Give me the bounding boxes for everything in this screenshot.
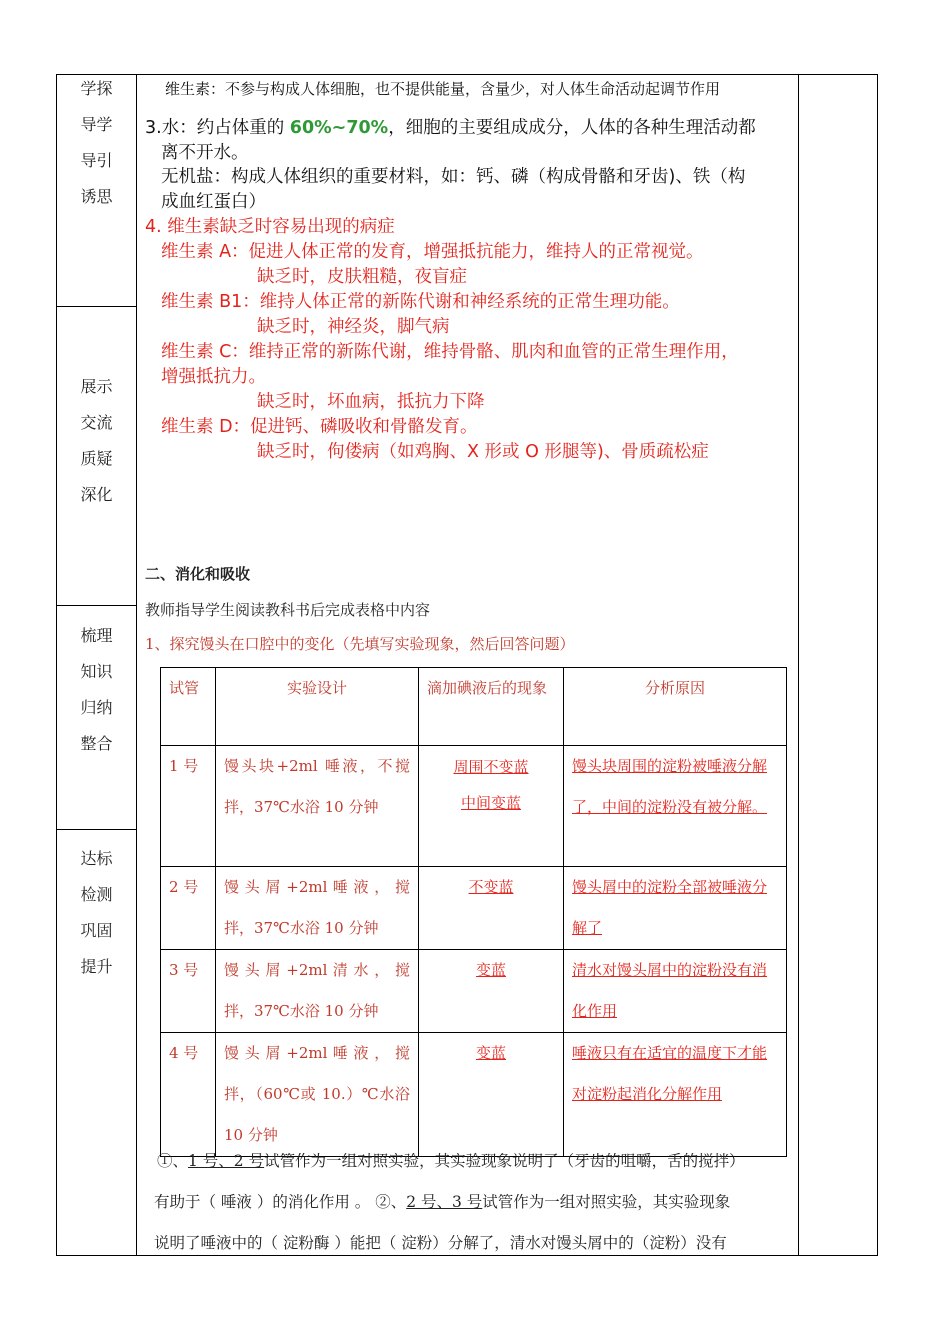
result-cell — [419, 1033, 564, 1157]
vitamin-b1-deficiency: 缺乏时，神经炎，脚气病 — [257, 317, 450, 337]
section-intro: 教师指导学生阅读教科书后完成表格中内容 — [145, 601, 431, 619]
sidebar-block-test — [57, 841, 136, 985]
vitamin-definition: 维生素：不参与构成人体细胞，也不提供能量，含量少，对人体生命活动起调节作用 — [165, 80, 721, 98]
reason-cell — [564, 950, 787, 1033]
table-row — [161, 746, 787, 867]
result-text: 中间变蓝 — [460, 794, 521, 812]
result-cell — [419, 867, 564, 950]
answer-line-3: 说明了唾液中的（ 淀粉酶 ）能把（ 淀粉）分解了，清水对馒头屑中的（淀粉）没有 — [154, 1234, 727, 1252]
table-row — [161, 950, 787, 1033]
sidebar-label: 梳理 — [80, 626, 113, 645]
answer-line-1 — [157, 1141, 745, 1182]
sidebar-label: 巩固 — [80, 921, 113, 940]
sidebar-separator — [57, 829, 136, 830]
answer-underlined: 1 号、2 号 — [188, 1152, 265, 1170]
vitamin-d-deficiency: 缺乏时，佝偻病（如鸡胸、X 形或 O 形腿等)、骨质疏松症 — [257, 442, 709, 462]
table-row — [161, 867, 787, 950]
sidebar-label: 整合 — [80, 734, 113, 753]
sidebar-label: 交流 — [80, 413, 113, 432]
water-line2: 离不开水。 — [161, 143, 249, 163]
reason-cell — [564, 867, 787, 950]
table-header-row — [161, 668, 787, 746]
reason-text: 馒头屑中的淀粉全部被唾液分解了 — [572, 878, 768, 937]
sidebar-label: 诱思 — [80, 187, 113, 206]
design-cell: 馒 头 屑 +2ml 唾 液 ， 搅拌，37℃水浴 10 分钟 — [216, 867, 419, 950]
reason-text: 唾液只有在适宜的温度下才能对淀粉起消化分解作用 — [572, 1044, 768, 1103]
answer-line-2 — [154, 1182, 730, 1223]
salt-line2: 成血红蛋白） — [161, 192, 266, 212]
sidebar-divider — [136, 75, 137, 1255]
design-cell: 馒头块+2ml 唾液，不搅拌，37℃水浴 10 分钟 — [216, 746, 419, 867]
design-cell: 馒 头 屑 +2ml 唾 液 ， 搅拌，（60℃或 10.）℃水浴 10 分钟 — [216, 1033, 419, 1157]
section-title: 二、消化和吸收 — [145, 565, 251, 583]
answer-text: 有助于（ 唾液 ）的消化作用 。 ②、 — [154, 1193, 407, 1211]
result-text: 不变蓝 — [468, 878, 514, 896]
answer-text: ①、 — [157, 1152, 189, 1170]
tube-cell: 1 号 — [161, 746, 216, 867]
table-row — [161, 1033, 787, 1157]
water-prefix: 3.水：约占体重的 — [145, 118, 290, 138]
sidebar-label: 导引 — [80, 151, 113, 170]
sidebar-label: 提升 — [80, 957, 113, 976]
vitamin-c-deficiency: 缺乏时，坏血病，抵抗力下降 — [257, 392, 485, 412]
deficiency-heading: 4. 维生素缺乏时容易出现的病症 — [145, 217, 395, 237]
answer-underlined: 2 号、3 号 — [406, 1193, 483, 1211]
water-percentage: 60%~70% — [289, 118, 389, 138]
sidebar-label: 深化 — [80, 485, 113, 504]
vitamin-a-function: 维生素 A：促进人体正常的发育，增强抵抗能力，维持人的正常视觉。 — [161, 242, 704, 262]
tube-cell: 3 号 — [161, 950, 216, 1033]
result-cell — [419, 950, 564, 1033]
salt-line1: 无机盐：构成人体组织的重要材料，如：钙、磷（构成骨骼和牙齿)、铁（构 — [161, 167, 746, 187]
result-text: 变蓝 — [475, 1044, 506, 1062]
result-cell — [419, 746, 564, 867]
answer-text: 试管作为一组对照实验，其实验现象 — [482, 1193, 731, 1211]
tube-cell: 4 号 — [161, 1033, 216, 1157]
result-text: 变蓝 — [475, 961, 506, 979]
header-result: 滴加碘液后的现象 — [419, 668, 564, 746]
reason-cell — [564, 1033, 787, 1157]
right-margin-divider — [798, 75, 799, 1255]
vitamin-d-function: 维生素 D：促进钙、磷吸收和骨骼发育。 — [161, 417, 478, 437]
vitamin-c-function: 维生素 C：维持正常的新陈代谢，维持骨骼、肌肉和血管的正常生理作用， — [161, 342, 739, 362]
sidebar-label: 检测 — [80, 885, 113, 904]
sidebar-label: 归纳 — [80, 698, 113, 717]
sidebar-label: 质疑 — [80, 449, 113, 468]
reason-text: 清水对馒头屑中的淀粉没有消化作用 — [572, 961, 768, 1020]
reason-cell — [564, 746, 787, 867]
sidebar-label: 导学 — [80, 115, 113, 134]
water-suffix: ，细胞的主要组成成分，人体的各种生理活动都 — [388, 118, 756, 138]
sidebar-label: 展示 — [80, 377, 113, 396]
sidebar-block-study — [57, 71, 136, 215]
result-text: 周围不变蓝 — [453, 758, 529, 776]
header-reason: 分析原因 — [564, 668, 787, 746]
vitamin-b1-function: 维生素 B1：维持人体正常的新陈代谢和神经系统的正常生理功能。 — [161, 292, 680, 312]
reason-text: 馒头块周围的淀粉被唾液分解了，中间的淀粉没有被分解。 — [572, 757, 768, 816]
sidebar-label: 知识 — [80, 662, 113, 681]
worksheet-frame — [56, 74, 878, 1256]
sidebar-block-show — [57, 369, 136, 513]
experiment-table — [160, 667, 787, 1157]
header-tube: 试管 — [161, 668, 216, 746]
vitamin-a-deficiency: 缺乏时，皮肤粗糙，夜盲症 — [257, 267, 467, 287]
sidebar-label: 达标 — [80, 849, 113, 868]
vitamin-c-function-cont: 增强抵抗力。 — [161, 367, 266, 387]
water-paragraph — [145, 116, 756, 141]
design-cell: 馒 头 屑 +2ml 清 水 ， 搅拌，37℃水浴 10 分钟 — [216, 950, 419, 1033]
experiment-task: 1、探究馒头在口腔中的变化（先填写实验现象，然后回答问题） — [145, 635, 575, 653]
sidebar-block-summary — [57, 618, 136, 762]
sidebar-label: 学探 — [80, 79, 113, 98]
sidebar-separator — [57, 605, 136, 606]
tube-cell: 2 号 — [161, 867, 216, 950]
sidebar-separator — [57, 306, 136, 307]
answer-text: 试管作为一组对照实验，其实验现象说明了（牙齿的咀嚼，舌的搅拌） — [264, 1152, 745, 1170]
header-design: 实验设计 — [216, 668, 419, 746]
